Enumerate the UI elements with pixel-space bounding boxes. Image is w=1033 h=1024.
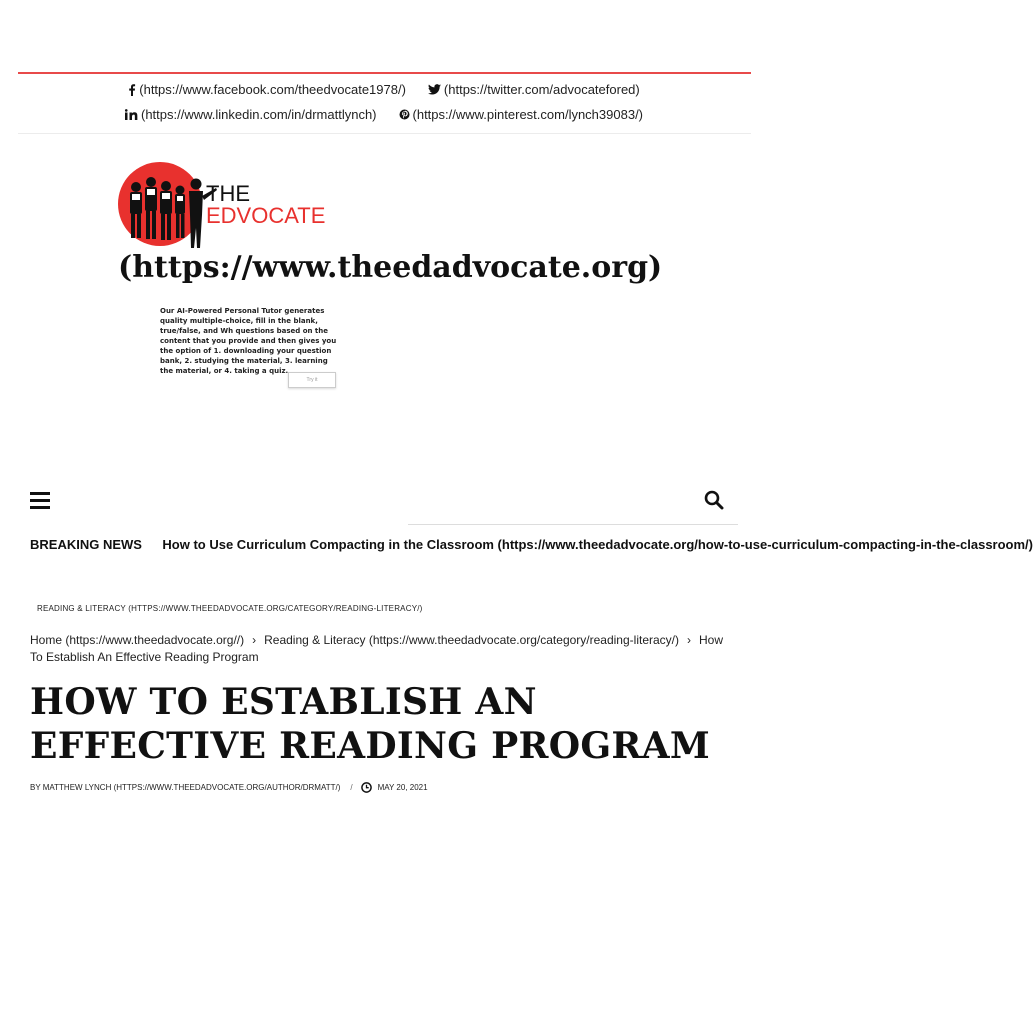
search-button[interactable] xyxy=(704,490,726,512)
search-underline xyxy=(408,524,738,525)
facebook-icon xyxy=(128,84,136,96)
pinterest-icon xyxy=(399,109,410,120)
breadcrumb-category[interactable]: Reading & Literacy (https://www.theedadvocate.org/category/reading-literacy/) xyxy=(264,633,679,647)
pinterest-link[interactable] xyxy=(399,107,644,122)
breadcrumb-separator: › xyxy=(252,633,257,647)
promo-try-button[interactable]: Try it xyxy=(288,372,336,388)
logo-text-edvocate: EDVOCATE xyxy=(206,203,326,228)
breadcrumb-home[interactable]: Home (https://www.theedadvocate.org//) xyxy=(30,633,245,647)
ai-tutor-promo xyxy=(160,306,340,383)
hamburger-icon-bar-2 xyxy=(30,499,50,502)
header-divider xyxy=(18,133,751,134)
main-nav-bar xyxy=(0,486,768,526)
search-icon xyxy=(704,490,724,510)
twitter-url: (https://twitter.com/advocatefored) xyxy=(443,82,640,97)
pinterest-url: (https://www.pinterest.com/lynch39083/) xyxy=(412,107,644,122)
linkedin-link[interactable] xyxy=(125,107,377,122)
meta-separator: / xyxy=(350,783,353,792)
author-link[interactable]: BY MATTHEW LYNCH (HTTPS://WWW.THEEDADVOCATE.ORG/AUTHOR/DRMATT/) xyxy=(30,783,341,792)
breadcrumb xyxy=(30,632,738,666)
facebook-link[interactable] xyxy=(128,82,406,97)
breaking-news-link[interactable]: How to Use Curriculum Compacting in the Classroom (https://www.theedadvocate.org/how-to-use-curriculum-compacting-in-the-classroom/) xyxy=(162,537,1033,552)
linkedin-url: (https://www.linkedin.com/in/drmattlynch) xyxy=(140,107,377,122)
clock-icon xyxy=(361,782,372,793)
social-links-row-2 xyxy=(0,107,768,122)
logo-text-the: THE xyxy=(206,181,250,206)
hamburger-icon xyxy=(30,492,50,495)
publish-date: MAY 20, 2021 xyxy=(377,783,428,792)
breadcrumb-current: How To Establish An Effective Reading Program xyxy=(30,633,724,664)
twitter-icon xyxy=(428,84,441,95)
category-tag-link[interactable]: READING & LITERACY (HTTPS://WWW.THEEDADVOCATE.ORG/CATEGORY/READING-LITERACY/) xyxy=(37,604,423,613)
facebook-url: (https://www.facebook.com/theedvocate1978/) xyxy=(139,82,406,97)
breadcrumb-separator: › xyxy=(687,633,691,647)
linkedin-icon xyxy=(125,109,138,120)
social-links-row-1 xyxy=(0,82,768,97)
promo-text: Our AI-Powered Personal Tutor generates quality multiple-choice, fill in the blank, true/false, and Wh questions based on the content that you provide and then gives you the option of 1. downloading your question bank, 2. studying the material, 3. learning the material, or 4. taking a quiz. xyxy=(160,307,337,375)
breaking-news-label: BREAKING NEWS xyxy=(30,537,142,552)
site-home-link[interactable]: (https://www.theedadvocate.org) xyxy=(118,250,663,285)
menu-button[interactable] xyxy=(30,492,50,510)
article-title: HOW TO ESTABLISH AN EFFECTIVE READING PROGRAM xyxy=(30,681,711,767)
hamburger-icon-bar-3 xyxy=(30,506,50,509)
top-accent-line xyxy=(18,72,751,74)
breaking-news-ticker xyxy=(30,536,1033,556)
twitter-link[interactable] xyxy=(428,82,640,97)
article-meta xyxy=(30,782,428,793)
